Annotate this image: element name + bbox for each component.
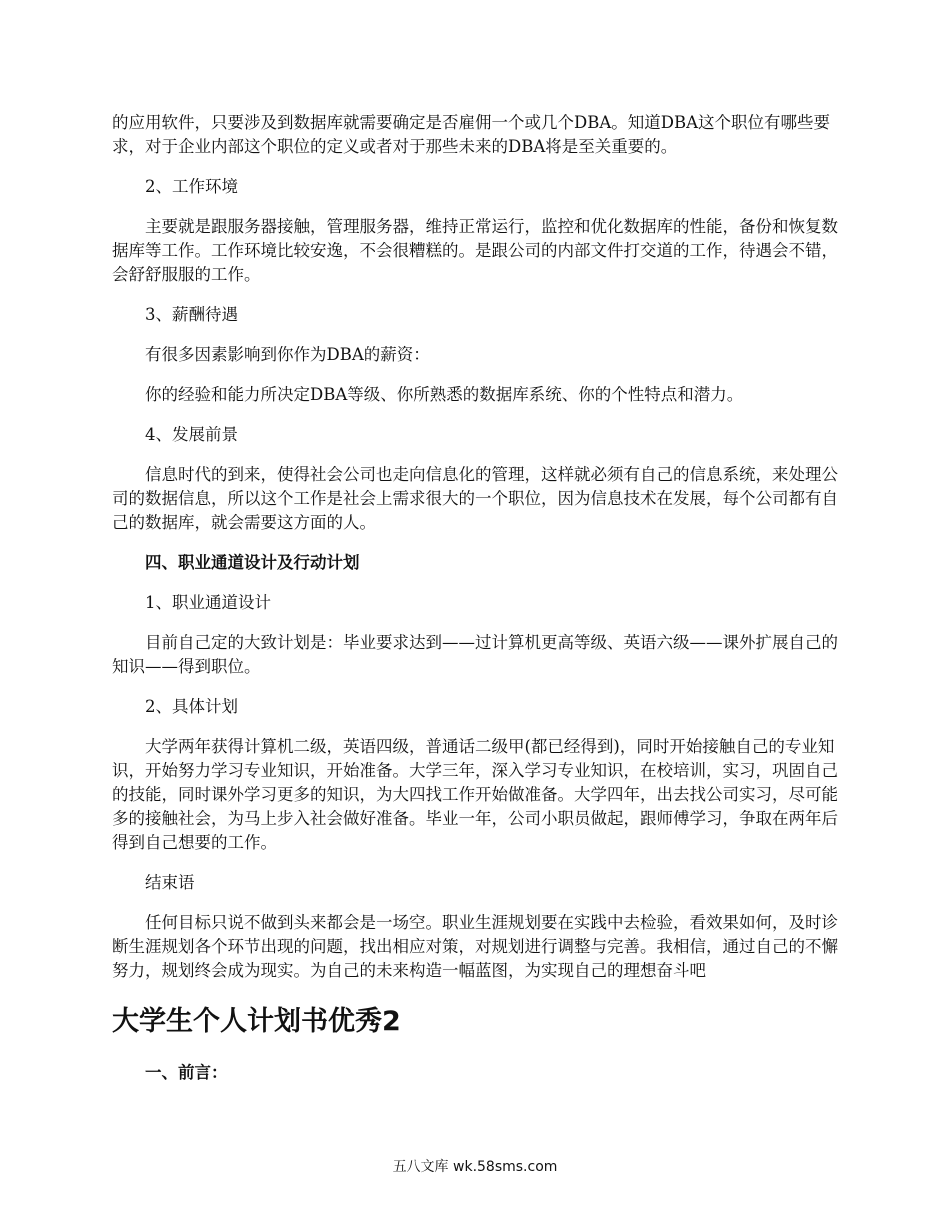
subsection-preface: 一、前言： (145, 1063, 228, 1082)
paragraph-conclusion: 任何目标只说不做到头来都会是一场空。职业生涯规划要在实践中去检验，看效果如何，及时诊断生涯规划各个环节出现的问题，找出相应对策，对规划进行调整与完善。我相信，通过自己的不懈努力，规划终会成为现实。为自己的未来构造一幅蓝图，为实现自己的理想奋斗吧 (112, 913, 838, 980)
paragraph-salary-factors: 有很多因素影响到你作为DBA的薪资： (145, 345, 430, 364)
heading-conclusion: 结束语 (145, 873, 195, 892)
paragraph-work-environment: 主要就是跟服务器接触，管理服务器，维持正常运行，监控和优化数据库的性能，备份和恢复数据库等工作。工作环境比较安逸，不会很糟糕的。是跟公司的内部文件打交道的工作，待遇会不错，会舒舒服服的工作。 (112, 217, 838, 284)
heading-prospects: 4、发展前景 (145, 425, 238, 444)
heading-career-path-plan: 四、职业通道设计及行动计划 (145, 553, 360, 572)
paragraph-salary-details: 你的经验和能力所决定DBA等级、你所熟悉的数据库系统、你的个性特点和潜力。 (145, 385, 744, 404)
heading-work-environment: 2、工作环境 (145, 177, 238, 196)
paragraph-prospects: 信息时代的到来，使得社会公司也走向信息化的管理，这样就必须有自己的信息系统，来处理公司的数据信息，所以这个工作是社会上需求很大的一个职位，因为信息技术在发展，每个公司都有自己的数据库，就会需要这方面的人。 (112, 465, 838, 532)
paragraph-specific-plan: 大学两年获得计算机二级，英语四级，普通话二级甲(都已经得到)，同时开始接触自己的专业知识，开始努力学习专业知识，开始准备。大学三年，深入学习专业知识，在校培训，实习，巩固自己的技能，同时课外学习更多的知识，为大四找工作开始做准备。大学四年，出去找公司实习，尽可能多的接触社会，为马上步入社会做好准备。毕业一年，公司小职员做起，跟师傅学习，争取在两年后得到自己想要的工作。 (112, 737, 838, 852)
section-title: 大学生个人计划书优秀2 (112, 1006, 401, 1037)
paragraph-dba-intro: 的应用软件，只要涉及到数据库就需要确定是否雇佣一个或几个DBA。知道DBA这个职位有哪些要求，对于企业内部这个职位的定义或者对于那些未来的DBA将是至关重要的。 (112, 113, 831, 156)
heading-salary: 3、薪酬待遇 (145, 305, 238, 324)
paragraph-career-path-design: 目前自己定的大致计划是：毕业要求达到——过计算机更高等级、英语六级——课外扩展自己的知识——得到职位。 (112, 633, 838, 676)
document-page (112, 111, 840, 1101)
heading-career-path-design: 1、职业通道设计 (145, 593, 271, 612)
heading-specific-plan: 2、具体计划 (145, 697, 238, 716)
footer-watermark: 五八文库 wk.58sms.com (392, 1159, 558, 1175)
